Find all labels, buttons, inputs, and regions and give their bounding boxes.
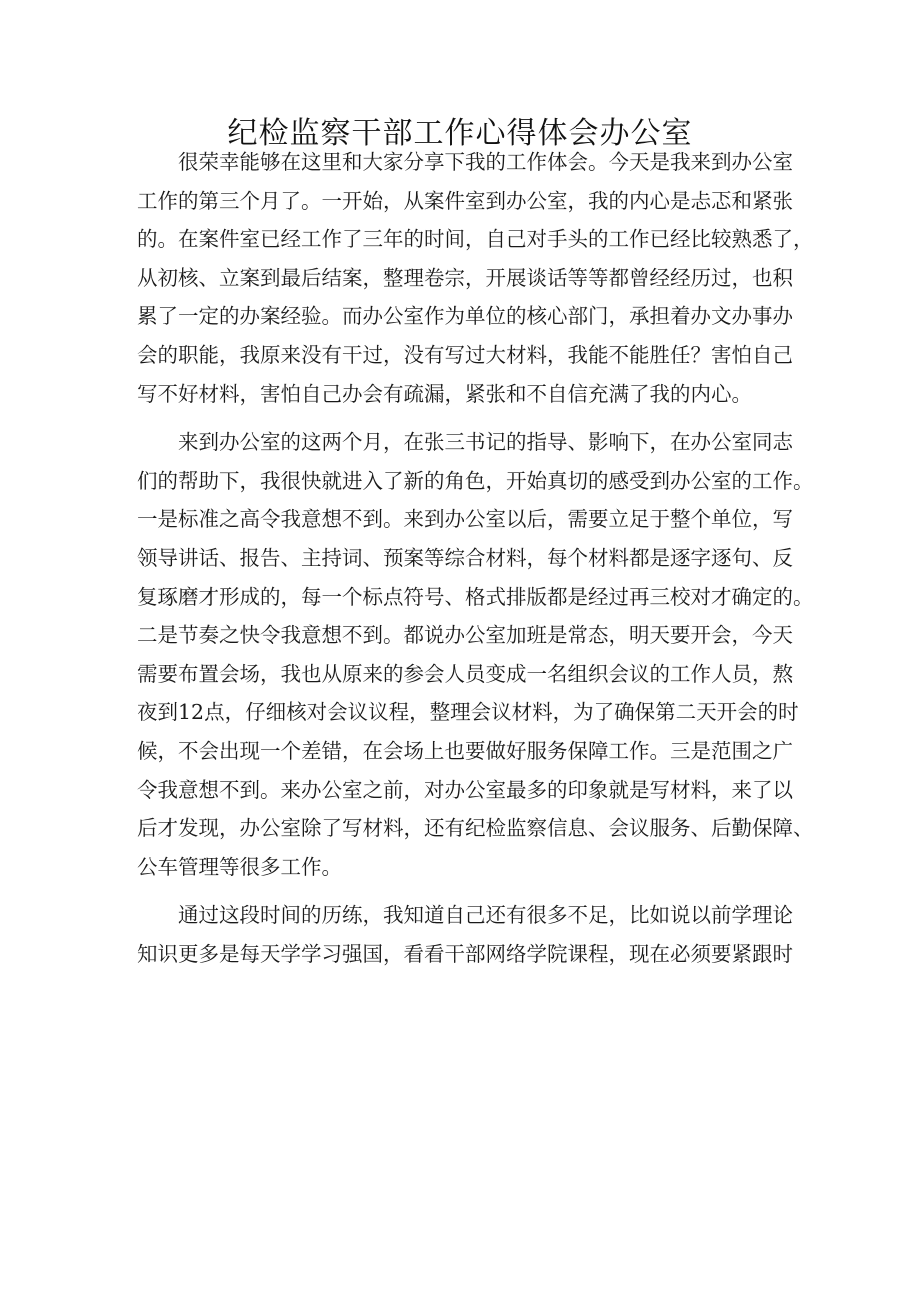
paragraph-3 [137,896,793,973]
text-line: 工作的第三个月了。一开始，从案件室到办公室，我的内心是忐忑和紧张 [137,188,793,213]
text-line: 领导讲话、报告、主持词、预案等综合材料，每个材料都是逐字逐句、反 [137,545,793,570]
text-line: 写不好材料，害怕自己办会有疏漏，紧张和不自信充满了我的内心。 [137,381,752,406]
text-line: 候，不会出现一个差错，在会场上也要做好服务保障工作。三是范围之广 [137,738,793,763]
text-line: 后才发现，办公室除了写材料，还有纪检监察信息、会议服务、后勤保障、 [137,816,814,841]
document-body [137,143,814,973]
text-line: 一是标准之高令我意想不到。来到办公室以后，需要立足于整个单位，写 [137,507,793,532]
text-line: 知识更多是每天学学习强国，看看干部网络学院课程，现在必须要紧跟时 [137,941,793,966]
paragraph-1 [137,143,814,413]
text-line: 通过这段时间的历练，我知道自己还有很多不足，比如说以前学理论 [178,903,793,928]
text-line: 令我意想不到。来办公室之前，对办公室最多的印象就是写材料，来了以 [137,777,793,802]
text-line: 们的帮助下，我很快就进入了新的角色，开始真切的感受到办公室的工作。 [137,468,814,493]
text-line: 公车管理等很多工作。 [137,854,342,879]
text-line: 会的职能，我原来没有干过，没有写过大材料，我能不能胜任？害怕自己 [137,342,793,367]
text-line: 来到办公室的这两个月，在张三书记的指导、影响下，在办公室同志 [178,430,793,455]
text-line: 很荣幸能够在这里和大家分享下我的工作体会。今天是我来到办公室 [178,150,793,174]
text-line: 累了一定的办案经验。而办公室作为单位的核心部门，承担着办文办事办 [137,304,793,329]
text-line: 夜到12点，仔细核对会议议程，整理会议材料，为了确保第二天开会的时 [137,700,799,725]
document-title: 纪检监察干部工作心得体会办公室 [227,116,693,151]
text-line: 需要布置会场，我也从原来的参会人员变成一名组织会议的工作人员，熬 [137,661,793,686]
text-line: 二是节奏之快令我意想不到。都说办公室加班是常态，明天要开会，今天 [137,623,793,648]
paragraph-2 [137,423,814,886]
text-line: 的。在案件室已经工作了三年的时间，自己对手头的工作已经比较熟悉了， [137,227,814,252]
text-line: 从初核、立案到最后结案，整理卷宗，开展谈话等等都曾经经历过，也积 [137,265,793,290]
text-line: 复琢磨才形成的，每一个标点符号、格式排版都是经过再三校对才确定的。 [137,584,814,609]
